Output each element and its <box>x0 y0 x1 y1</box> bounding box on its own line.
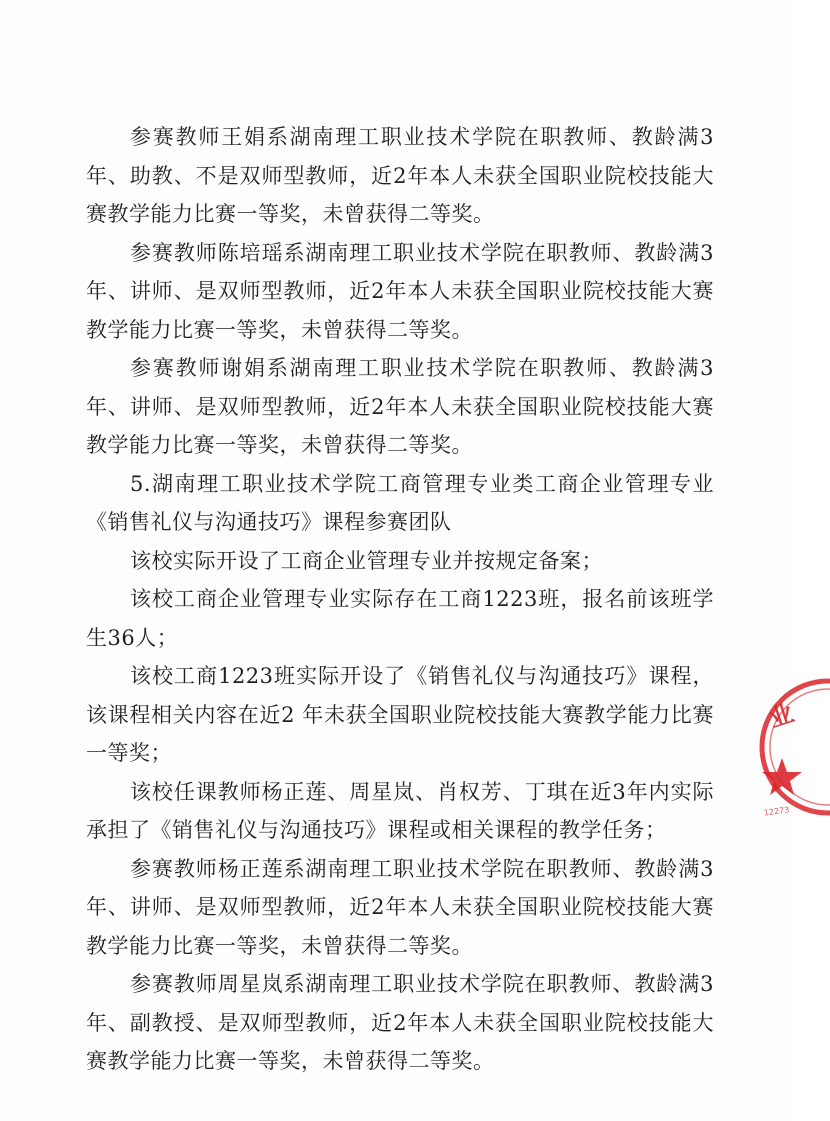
document-body <box>86 118 714 1081</box>
paragraph-2: 参赛教师陈培瑶系湖南理工职业技术学院在职教师、教龄满3年、讲师、是双师型教师，近2年本人未获全国职业院校技能大赛教学能力比赛一等奖，未曾获得二等奖。 <box>86 240 714 342</box>
paragraph-7: 该校工商1223班实际开设了《销售礼仪与沟通技巧》课程，该课程相关内容在近2 年未获全国职业院校技能大赛教学能力比赛一等奖； <box>86 664 714 765</box>
paragraph-6: 该校工商企业管理专业实际存在工商1223班，报名前该班学生36人； <box>86 587 714 650</box>
seal-character: 业 <box>765 699 798 734</box>
paragraph-1: 参赛教师王娟系湖南理工职业技术学院在职教师、教龄满3年、助教、不是双师型教师，近2年本人未获全国职业院校技能大赛教学能力比赛一等奖，未曾获得二等奖。 <box>86 125 714 226</box>
red-seal-stamp <box>756 672 830 822</box>
section-heading: 5.湖南理工职业技术学院工商管理专业类工商企业管理专业《销售礼仪与沟通技巧》课程参赛团队 <box>86 471 714 534</box>
seal-star-icon <box>762 758 802 795</box>
paragraph-3: 参赛教师谢娟系湖南理工职业技术学院在职教师、教龄满3年、讲师、是双师型教师，近2年本人未获全国职业院校技能大赛教学能力比赛一等奖，未曾获得二等奖。 <box>86 356 714 457</box>
paragraph-8: 该校任课教师杨正莲、周星岚、肖权芳、丁琪在近3年内实际承担了《销售礼仪与沟通技巧》课程或相关课程的教学任务； <box>86 779 714 842</box>
paragraph-9: 参赛教师杨正莲系湖南理工职业技术学院在职教师、教龄满3年、讲师、是双师型教师，近2年本人未获全国职业院校技能大赛教学能力比赛一等奖，未曾获得二等奖。 <box>86 856 714 958</box>
seal-digits: 12273 <box>763 805 790 818</box>
paragraph-5: 该校实际开设了工商企业管理专业并按规定备案； <box>130 548 603 573</box>
paragraph-10: 参赛教师周星岚系湖南理工职业技术学院在职教师、教龄满3年、副教授、是双师型教师，近2年本人未获全国职业院校技能大赛教学能力比赛一等奖，未曾获得二等奖。 <box>86 972 714 1073</box>
